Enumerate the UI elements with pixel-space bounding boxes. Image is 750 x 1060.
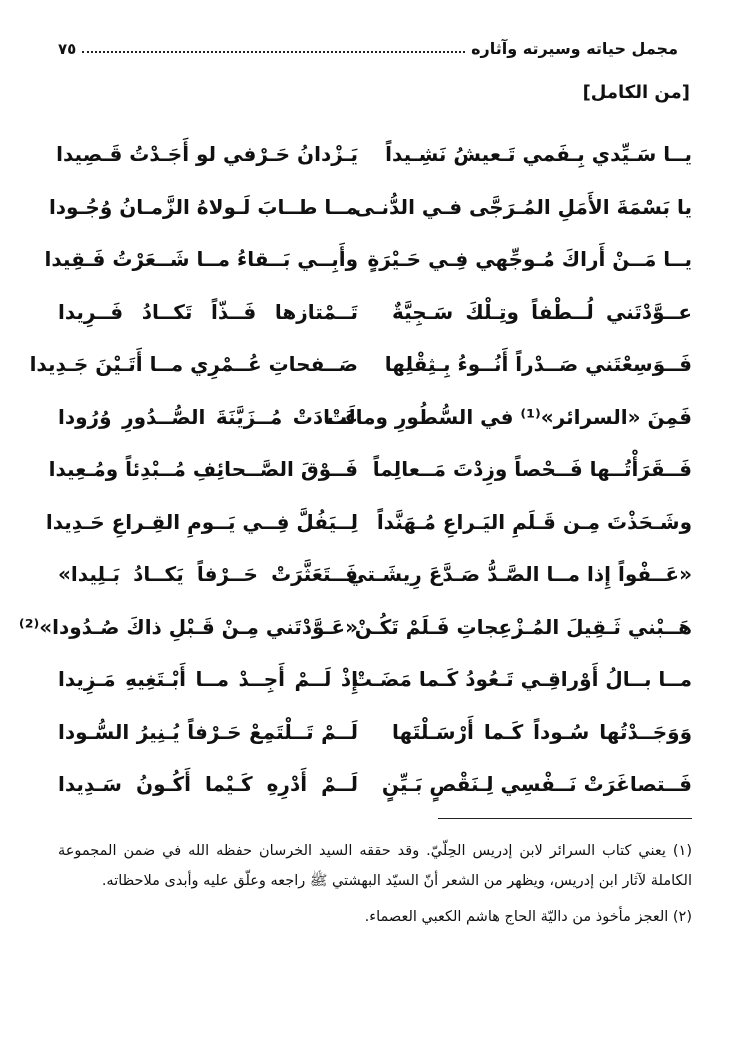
verse-second-hemistich: يَـزْدانُ حَـرْفي لو أَجَـدْتُ قَـصِيدا xyxy=(56,142,358,167)
footnote-separator xyxy=(438,818,692,819)
verse-first-hemistich: فَــتصاغَرَتْ نَــفْسِي لِـنَقْصٍ بَـيِّنٍ xyxy=(381,772,692,797)
verse-first-hemistich: وَوَجَــدْتُها سُـوداً كَـما أَرْسَـلْتَها xyxy=(392,719,692,744)
verse-first-hemistich: فَــقَرَأْتُــها فَــحْصاً وزِدْتَ مَــعالِماً xyxy=(372,457,692,482)
verse xyxy=(58,391,692,444)
verse-first-hemistich: فَمِنَ «السرائر»⁽¹⁾ في السُّطُورِ ومالَتْ xyxy=(326,404,692,429)
verse xyxy=(48,443,692,496)
verse xyxy=(18,601,692,654)
verse-second-hemistich: لِــيَفُلَّ فِــي يَــومِ القِـراعِ حَـدِيدا xyxy=(45,509,358,534)
running-title: مجمل حياته وسيرته وآثاره xyxy=(471,39,678,58)
verse xyxy=(29,338,692,391)
verse xyxy=(58,653,692,706)
verse-first-hemistich: فَــوَسِعْتَني صَــدْراً أَنُــوءُ بِـثِقْلِها xyxy=(384,352,692,377)
verse-first-hemistich: يــا مَــنْ أَراكَ مُـوجِّهي فِـي حَـيْرَةٍ xyxy=(367,247,692,272)
footnote: (٢) العجز مأخوذ من داليّة الحاج هاشم الكعبي العصماء. xyxy=(364,909,692,925)
verse xyxy=(44,233,692,286)
verse xyxy=(58,128,692,181)
poem xyxy=(18,128,692,811)
verse-second-hemistich: «عَـوَّدْتَني مِـنْ قَـبْلِ ذاكَ صُـدُودا»⁽²⁾ xyxy=(18,614,358,639)
verse-second-hemistich: صَــفحاتِ عُــمْرِي مــا أَتَـيْنَ جَـدِيدا xyxy=(29,352,358,377)
verse-second-hemistich: إِذْ لَــمْ أَجِــدْ مــا أَبْـتَغِيهِ مَـزِيدا xyxy=(58,667,358,692)
header-leader-dots xyxy=(82,51,465,53)
footnote: (١) يعني كتاب السرائر لابن إدريس الحِلّيّ. وقد حققه السيد الخرسان حفظه الله في ضمن المجموعة الكاملة لآثار ابن إدريس، ويظهر من الشعر أنّ السيّد البهشتي ﷺ راجعه وعلّق عليه وأبدى ملاحظاته. xyxy=(58,843,692,889)
verse xyxy=(48,181,692,234)
verse-second-hemistich: لَــمْ تَــلْتَمِعْ حَـرْفاً يُـنِيرُ السُّـودا xyxy=(58,719,358,744)
verse-second-hemistich: تَــمْتازها فَــذّاً تَكــادُ فَــرِيدا xyxy=(58,299,358,324)
verse-second-hemistich: لَــمْ أَدْرِهِ كَـيْما أَكُـونُ سَـدِيدا xyxy=(58,772,358,797)
verse-first-hemistich: هَــبْني ثَـقِيلَ المُـزْعِجاتِ فَـلَمْ تَكُـنْ xyxy=(354,614,692,639)
verse-first-hemistich: عــوَّدْتَني لُــطْفاً وتِـلْكَ سَـجِيَّةٌ xyxy=(392,299,692,324)
verse-first-hemistich: «عَــفْواً إِذا مــا الصَّـدُّ صَـدَّعَ رِيشَـتي xyxy=(347,562,692,587)
meter-label: [من الكامل] xyxy=(582,82,690,103)
verse xyxy=(58,706,692,759)
verse xyxy=(58,286,692,339)
verse-second-hemistich: فَــوْقَ الصَّــحائِفِ مُــبْدِئاً ومُـعِيدا xyxy=(48,457,358,482)
verse xyxy=(58,758,692,811)
verse-second-hemistich: مــا طــابَ لَـولاهُ الزَّمـانُ وُجُـودا xyxy=(48,194,358,219)
page-number: ٧٥ xyxy=(58,40,77,58)
footnotes xyxy=(58,836,692,938)
verse xyxy=(45,496,692,549)
verse-first-hemistich: وشَـحَذْتَ مِـن قَـلَمِ اليَـراعِ مُـهَنَّداً xyxy=(376,509,692,534)
verse xyxy=(58,548,692,601)
verse-second-hemistich: عَــادَتْ مُــزَيَّنَةَ الصُّــدُورِ وُرُودا xyxy=(58,404,358,429)
verse-first-hemistich: يا بَسْمَةَ الأَمَلِ المُـرَجَّى فـي الدُّنـى xyxy=(354,194,692,219)
verse-first-hemistich: يــا سَـيِّدي بِـفَمي تَـعيشُ نَشِـيداً xyxy=(385,142,692,167)
verse-first-hemistich: مــا بــالُ أَوْراقِـي تَـعُودُ كَـما مَضَـتْ xyxy=(351,667,692,692)
verse-second-hemistich: وأَبِــي بَــقاءُ مــا شَــعَرْتُ فَـقِيدا xyxy=(44,247,358,272)
verse-second-hemistich: فَــتَعَثَّرَتْ حَــرْفاً يَكــادُ بَـلِيدا» xyxy=(58,562,358,587)
page-header xyxy=(58,28,678,58)
